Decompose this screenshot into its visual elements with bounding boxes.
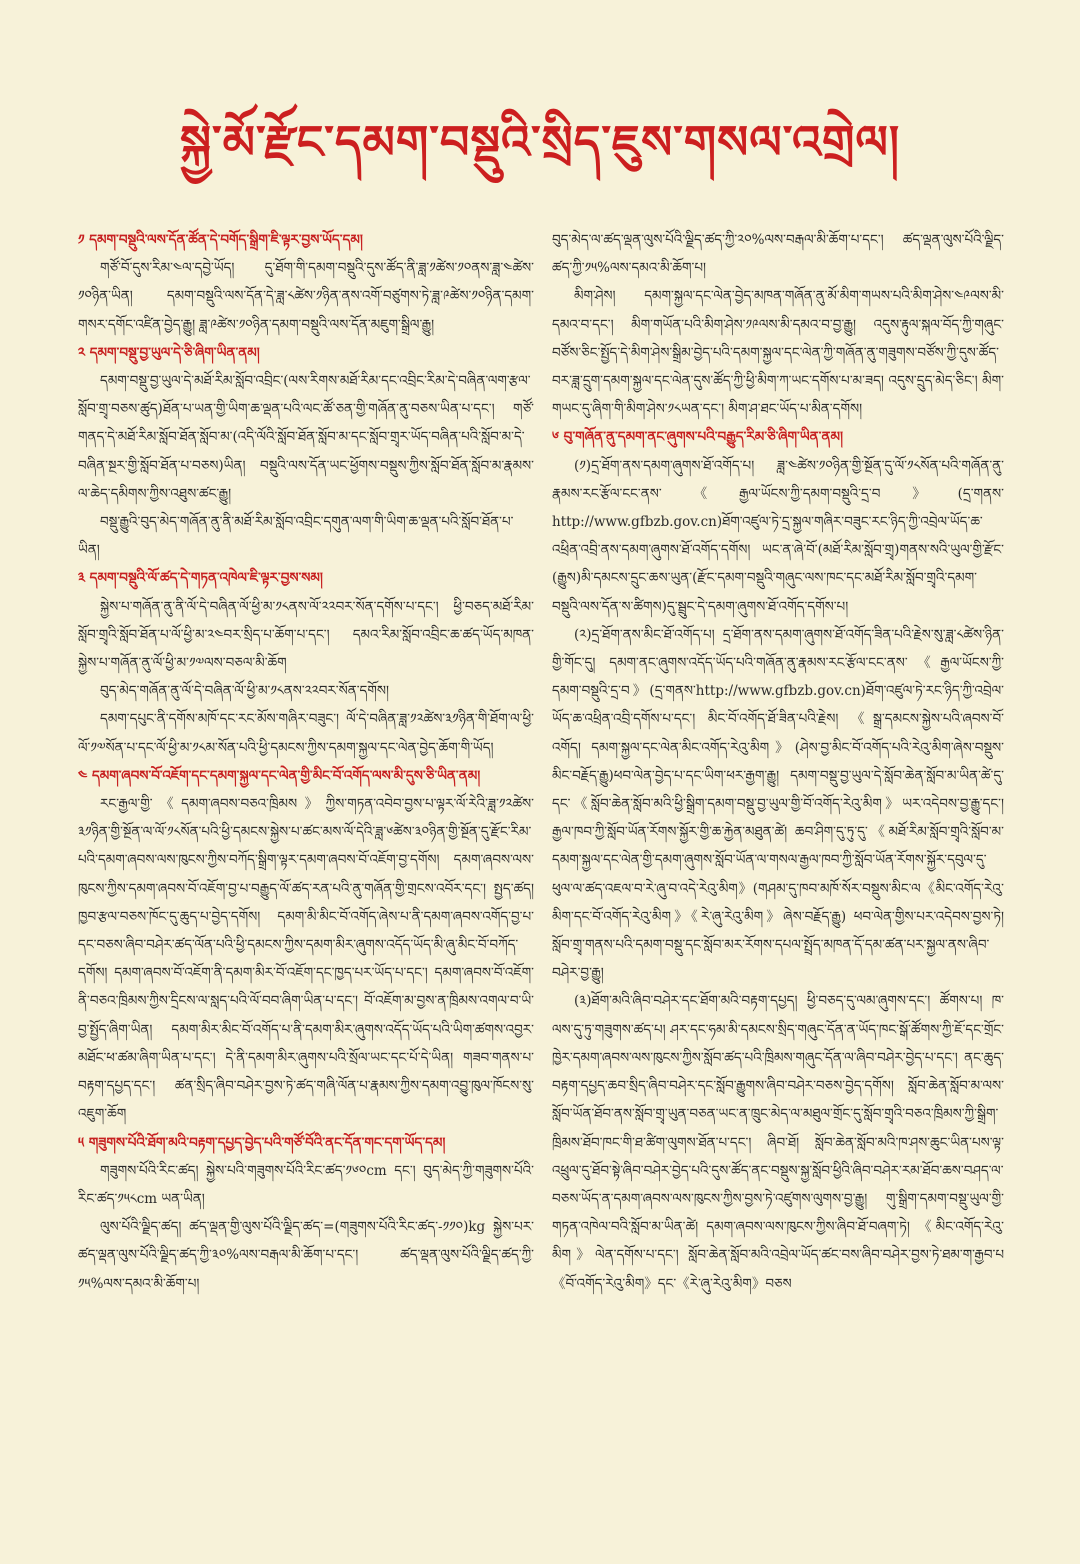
paragraph: གཟུགས་པོའི་རིང་ཚད། སྐྱེས་པའི་གཟུགས་པོའི་རིང་ཚད་༡༦༠cm དང་། བུད་མེད་ཀྱི་གཟུགས་པོའི་རིང་ཚད་༡༥༨cm ཡན་ཡིན། bbox=[78, 1162, 534, 1207]
paragraph: (༢)དྲ་ཐོག་ནས་མིང་ཐོ་འགོད་པ། དྲ་ཐོག་ནས་དམག་ཞུགས་ཐོ་འགོད་ཟིན་པའི་རྗེས་སུ་ཟླ་༨ཚེས་ཉིན་གྱི་གོང་དུ། དམག་ནང་ཞུགས་འདོད་ཡོད་པའི་གཞོན་ནུ་རྣམས་རང་རྩོལ་ངང་ནས་《རྒྱལ་ཡོངས་ཀྱི་དམག་བསྡུའི་དྲ་བ》(དྲ་གནས་http://www.gfbzb.gov.cn)ཐོག་འཛུལ་ཏེ་རང་ཉིད་ཀྱི་འབྲེལ་ཡོད་ཆ་འཕྲིན་འབྲི་དགོས་པ་དང་། མིང་བོ་འགོད་ཐོ་ཟིན་པའི་རྗེས། 《སྒྲ་དམངས་སྐྱེས་པའི་ཞབས་བོ་འགོད། དམག་སྐྱལ་དང་ལེན་མིང་འགོད་རེའུ་མིག》(ཤེས་བྱ་མིང་བོ་འགོད་པའི་རེའུ་མིག་ཞེས་བསྡུས་མིང་བརྗོད་རྒྱུ)ཕབ་ལེན་བྱེད་པ་དང་ཡིག་ཕར་རྒྱག་རྒྱུ། དམག་བསྡུ་བྱ་ཡུལ་དེ་སློབ་ཆེན་སློབ་མ་ཡིན་ཚེ་དུ་དང་《སློབ་ཆེན་སློབ་མའི་ཕྱི་སྒྲིག་དམག་བསྡུ་བྱ་ཡུལ་གྱི་བོ་འགོད་རེའུ་མིག》ཡར་འདེབས་བྱ་རྒྱུ་དང་། རྒྱལ་ཁབ་ཀྱི་སློབ་ཡོན་རོགས་སྐྱོར་གྱི་ཆ་རྐྱེན་མཐུན་ཚེ། ཆབ་ཤིག་དུ་ཏུ་དུ་《མཐོ་རིམ་སློབ་གྲྭའི་སློབ་མ་དམག་སྐྱལ་དང་ལེན་གྱི་དམག་ཞུགས་སློབ་ཡོན་ལ་གསལ་རྒྱལ་ཁབ་ཀྱི་སློབ་ཡོན་རོགས་སྐྱོར་དབུལ་དུ་ཕུལ་ལ་ཚད་འཇལ་བ་རེ་ཞུ་བ་འདེ་རེའུ་མིག》(གཤམ་དུ་ཁབ་མཁོ་སོར་བསྡུས་མིང་ལ《མིང་འགོད་རེའུ་མིག་དང་བོ་འགོད་རེའུ་མིག》《རེ་ཞུ་རེའུ་མིག》ཞེས་བརྗོད་རྒྱུ) ཕབ་ལེན་གྱིས་པར་འདེབས་བྱས་ཏེ། སློབ་གྲྭ་གནས་པའི་དམག་བསྡུ་དང་སློབ་མར་རོགས་དཔལ་སྤྲོད་མཁན་དོ་དམ་ཚན་པར་སྐྱལ་ནས་ཞིབ་བཤེར་བྱ་རྒྱུ། bbox=[552, 626, 1004, 982]
section-heading-5: ༥ གཟུགས་པོའི་ཐོག་མའི་བརྟག་དཔྱད་བྱེད་པའི་གཙོ་བོའི་ནང་དོན་གང་དག་ཡོད་དམ། bbox=[78, 1134, 446, 1151]
paragraph: ལུས་པོའི་ལྗིད་ཚད། ཚད་ལྡན་གྱི་ལུས་པོའི་ལྗིད་ཚད་=(གཟུགས་པོའི་རིང་ཚད་-༡༡༠)kg སྐྱེས་པར་ཚད་ལྡན་ལུས་པོའི་ལྗིད་ཚད་ཀྱི་༣༠%ལས་བརྒལ་མི་ཆོག་པ་དང་། ཚད་ལྡན་ལུས་པོའི་ལྗིད་ཚད་ཀྱི་༡༥%ལས་དམའ་མི་ཆོག་པ། bbox=[78, 1219, 534, 1292]
paragraph: དམག་དཔུང་ནི་དགོས་མཁོ་དང་རང་མོས་གཞིར་བཟུང་། ལོ་དེ་བཞིན་ཟླ་༡༢ཚེས་༣༡ཉིན་གི་ཐོག་ལ་ཕྱི་ལོ་༡༧སོན་པ་དང་ལོ་ཕྱི་མ་༡༨མ་སོན་པའི་ཕྱི་དམངས་ཀྱིས་དམག་སྐྱལ་དང་ལེན་བྱེད་ཆོག་གི་ཡོད། bbox=[78, 711, 534, 756]
section-heading-3: ༣ དམག་བསྡུའི་ལོ་ཚད་དེ་གཏན་འཁེལ་ཇི་ལྟར་བྱས་སམ། bbox=[78, 570, 323, 587]
paragraph: བུད་མེད་གཞོན་ནུ་ལོ་དེ་བཞིན་ལོ་ཕྱི་མ་༡༨ནས་༢༢བར་སོན་དགོས། bbox=[100, 683, 389, 700]
paragraph: སྐྱེས་པ་གཞོན་ནུ་ནི་ལོ་དེ་བཞིན་ལོ་ཕྱི་མ་༡༨ནས་ལོ་༢༢བར་སོན་དགོས་པ་དང་། ཕྱི་བཅད་མཐོ་རིམ་སློབ་གྲྭའི་སློབ་ཐོན་པ་ལོ་ཕྱི་མ་༢༤བར་སྲིད་པ་ཆོག་པ་དང་། དམའ་རིམ་སློབ་འབྲིང་ཆ་ཚད་ཡོད་མཁན་སྐྱེས་པ་གཞོན་ནུ་ལོ་ཕྱི་མ་༡༧ལས་བཅལ་མི་ཆོག bbox=[78, 598, 534, 672]
paragraph: དམག་བསྡུ་བྱ་ཡུལ་དེ་མཐོ་རིམ་སློབ་འབྲིང་(ལས་རིགས་མཐོ་རིམ་དང་འབྲིང་རིམ་དེ་བཞིན་ལག་རྩལ་སློབ་གྲྭ་བཅས་ཚུད)ཐོན་པ་ཡན་གྱི་ཡིག་ཆ་ལྡན་པའི་ལང་ཚོ་ཅན་གྱི་གཞོན་ནུ་བཅས་ཡིན་པ་དང་། གཙོ་གནད་དེ་མཐོ་རིམ་སློབ་ཐོན་སློབ་མ་(འདི་ལོའི་སློབ་ཐོན་སློབ་མ་དང་སློབ་གྲྭར་ཡོད་བཞིན་པའི་སློབ་མ་དེ་བཞིན་སྔར་གྱི་སློབ་ཐོན་པ་བཅས)ཡིན། བསྡུའི་ལས་དོན་ཡང་ཕྱོགས་བསྡུས་ཀྱིས་སློབ་ཐོན་སློབ་མ་རྣམས་ལ་ཆེད་དམིགས་ཀྱིས་འཐུས་ཚང་རྒྱུ། bbox=[78, 373, 534, 502]
paragraph: རང་རྒྱལ་གྱི་《དམག་ཞབས་བཅའ་ཁྲིམས》ཀྱིས་གཏན་འབེབ་བྱས་པ་ལྟར་ལོ་རེའི་ཟླ་༡༢ཚེས་༣༡ཉིན་གྱི་སྔོན་ལ་ལོ་༡༨སོན་པའི་ཕྱི་དམངས་སྐྱེས་པ་ཚང་མས་ལོ་དེའི་ཟླ་༦ཚེས་༣༠ཉིན་གྱི་སྔོན་དུ་རྫོང་རིམ་པའི་དམག་ཞབས་ལས་ཁུངས་ཀྱིས་བཀོད་སྒྲིག་ལྟར་དམག་ཞབས་བོ་འཇོག་བྱ་དགོས། དམག་ཞབས་ལས་ཁུངས་ཀྱིས་དམག་ཞབས་བོ་འཇོག་བྱ་པ་བརྒྱུད་ལོ་ཚད་རན་པའི་ནུ་གཞོན་གྱི་གྲངས་འབོར་དང་། སྤྱད་ཚད། ཁྱབ་རྩལ་བཅས་ཁོང་དུ་ཆུད་པ་བྱེད་དགོས། དམག་མི་མིང་བོ་འགོད་ཞེས་པ་ནི་དམག་ཞབས་འགོད་བྱ་པ་དང་བཅས་ཞིབ་བཤེར་ཚད་ལོན་པའི་ཕྱི་དམངས་ཀྱིས་དམག་མིར་ཞུགས་འདོད་ཡོད་མི་ཞུ་མིང་བོ་བཀོད་དགོས། དམག་ཞབས་བོ་འཇོག་ནི་དམག་མིར་བོ་འཇོག་དང་ཁྱད་པར་ཡོད་པ་དང་། དམག་ཞབས་བོ་འཇོག་ནི་བཅའ་ཁྲིམས་ཀྱིས་དྲིངས་ལ་སླད་པའི་ལོ་བབ་ཞིག་ཡིན་པ་དང་། བོ་འཇོག་མ་བྱས་ན་ཁྲིམས་འགལ་བ་ཡི་བྱ་སྤྱོད་ཞིག་ཡིན། དམག་མིར་མིང་བོ་འགོད་པ་ནི་དམག་མིར་ཞུགས་འདོད་ཡོད་པའི་ཡིག་ཚགས་འབྱར་མཐོང་ཕ་ཚམ་ཞིག་ཡིན་པ་དང་། དེ་ནི་དམག་མིར་ཞུགས་པའི་སྲོལ་ཡང་དང་པོ་དེ་ཡིན། གཟབ་གནས་པ་བརྟག་དཔྱད་དང་། ཚན་སྲིད་ཞིབ་བཤེར་བྱས་ཏེ་ཚད་གཞི་ལོན་པ་རྣམས་ཀྱིས་དམག་འབྱུ་ཁུལ་ཁོངས་སུ་འཇུག་ཆོག bbox=[78, 796, 534, 1123]
paragraph: (༡)དྲ་ཐོག་ནས་དམག་ཞུགས་ཐོ་འགོད་པ། ཟླ་༤ཚེས་༡༠ཉིན་གྱི་སྔོན་དུ་ལོ་༡༨སོན་པའི་གཞོན་ནུ་རྣམས་རང་རྩོལ་ངང་ནས་《རྒྱལ་ཡོངས་ཀྱི་དམག་བསྡུའི་དྲ་བ》(དྲ་གནས་http://www.gfbzb.gov.cn)ཐོག་འཛུལ་ཏེ་དྲ་སྐྱལ་གཞིར་བཟུང་རང་ཉིད་ཀྱི་འབྲེལ་ཡོད་ཆ་འཕྲིན་འབྲི་ནས་དམག་ཞུགས་ཐོ་འགོད་དགོས། ཡང་ན་ཞེ་བོ་(མཐོ་རིམ་སློབ་གྲྭ)གནས་སའི་ཡུལ་གྱི་རྫོང་(རྒྱུས)མི་དམངས་དྲུང་ཆས་ཡུན་(རྫོང་དམག་བསྡུའི་གཞུང་ལས་ཁང་དང་མཐོ་རིམ་སློབ་གྲྭའི་དམག་བསྡུའི་ལས་དོན་ས་ཚིགས)དུ་སྦྲུང་དེ་དམག་ཞུགས་ཐོ་འགོད་དགོས་པ། bbox=[552, 457, 1004, 615]
left-column bbox=[78, 226, 534, 1298]
section-heading-2: ༢ དམག་བསྡུ་བྱ་ཡུལ་དེ་ཅི་ཞིག་ཡིན་ནམ། bbox=[78, 344, 260, 361]
paragraph: (༣)ཐོག་མའི་ཞིབ་བཤེར་དང་ཐོག་མའི་བརྟག་དཔྱད། ཕྱི་བཅད་དུ་ལམ་ཞུགས་དང་། ཚོགས་པ། ཁ་ལས་དུ་ཏུ་གཟུགས་ཚད་པ། ཤར་དང་ཧམ་མི་དམངས་སྲིད་གཞུང་དོན་ན་ཡོད་ཁང་སྒོ་ཚོགས་ཀྱི་ཇོ་དང་གྲོང་ཁྱེར་དམག་ཞབས་ལས་ཁུངས་ཀྱིས་སློབ་ཚད་པའི་ཁྲིམས་གཞུང་དོན་ལ་ཞིབ་བཤེར་བྱེད་པ་དང་། ནང་ཆུད་བརྟག་དཔྱད་ཆབ་སྲིད་ཞིབ་བཤེར་དང་སློབ་རྒྱུགས་ཞིབ་བཤེར་བཅས་བྱེད་དགོས། སློབ་ཆེན་སློབ་མ་ལས་སློབ་ཡོན་ཐོབ་ནས་སློབ་གྲྭ་ཡུན་བཅན་ཡང་ན་ཁྲུང་མེད་ལ་མཐུལ་གྲོང་དུ་སློབ་གྲྭའི་བཅའ་ཁྲིམས་ཀྱི་སྒྲིག་ཁྲིམས་ཐོབ་ཁང་གི་ཐ་ཚིག་ལུགས་ཐོན་པ་དང་། ཞིབ་ཐོ། སློབ་ཆེན་སློབ་མའི་ཁ་ཤས་ཆུང་ཡིན་པས་ལྟ་འཕྲུལ་དུ་ཐོབ་སྟེ་ཞིབ་བཤེར་བྱེད་པའི་དུས་ཚོད་ནང་བསྡུས་སྐྱ་སློབ་ཕྱིའི་ཞིབ་བཤེར་རམ་ཐོབ་ཆས་བཤད་ལ་བཅས་ཡོད་ན་དམག་ཞབས་ལས་ཁུངས་ཀྱིས་བྱས་ཏེ་འཛུགས་ལུགས་བྱ་རྒྱུ། གུ་སྒྲིག་དམག་བསྡུ་ཡུལ་གྱི་གཏན་འཁེལ་བའི་སློབ་མ་ཡིན་ཚེ། དམག་ཞབས་ལས་ཁུངས་ཀྱིས་ཞིབ་ཐོ་བཞག་ཏེ། 《མིང་འགོད་རེའུ་མིག》ལེན་དགོས་པ་དང་། སློབ་ཆེན་སློབ་མའི་འབྲེལ་ཡོད་ཚང་བས་ཞིབ་བཤེར་བྱས་ཏེ་ཐམ་ག་རྒྱབ་པ《བོ་འགོད་རེའུ་མིག》དང་《རེ་ཞུ་རེའུ་མིག》བཅས bbox=[552, 993, 1004, 1292]
paragraph: མིག་ཤེས། དམག་སྐྱལ་དང་ལེན་བྱེད་མཁན་གཞོན་ནུ་མོ་མིག་གཡས་པའི་མིག་ཤེས་༤༩ལས་མི་དམའ་བ་དང་། མིག་གཡོན་པའི་མིག་ཤེས་༡༩ལས་མི་དམའ་བ་བྱ་རྒྱུ། འདུས་རྟུལ་སྐལ་བོད་ཀྱི་གཞུང་བཙོས་ཅིང་སྤྱོད་དེ་མིག་ཤེས་སྒྲིམ་བྱེད་པའི་དམག་སྐྱལ་དང་ལེན་ཀྱི་གཞོན་ནུ་གཟུགས་བཙོས་ཀྱི་དུས་ཚོད་བར་ཟླ་དྲུག་དམག་སྐྱལ་དང་ལེན་དུས་ཚོད་ཀྱི་ཕྱི་མིག་ཀ་ཡང་དགོས་པ་མ་ཟད། འདུས་དྲུད་མེད་ཅིང་། མིག་གཡང་དུ་ཞིག་གི་མིག་ཤེས་༡༨ཡན་དང་། མིག་ཤ་ཐང་ཡོད་པ་མིན་དགོས། bbox=[552, 288, 1004, 418]
section-heading-6: ༦ བུ་གཞོན་ནུ་དམག་ནང་ཞུགས་པའི་བརྒྱུད་རིམ་ཅི་ཞིག་ཡིན་ནམ། bbox=[552, 429, 843, 446]
paragraph: བུད་མེད་ལ་ཚད་ལྡན་ལུས་པོའི་ལྗིད་ཚད་ཀྱི་༢༠%ལས་བརྒལ་མི་ཆོག་པ་དང་། ཚད་ལྡན་ལུས་པོའི་ལྗིད་ཚད་ཀྱི་༡༥%ལས་དམའ་མི་ཆོག་པ། bbox=[552, 232, 1004, 277]
paragraph: གཙོ་བོ་དུས་རིམ་༤ལ་དབྱེ་ཡོད། དུ་ཐོག་གི་དམག་བསྡུའི་དུས་ཚོད་ནི་ཟླ་༡ཚེས་༡༠ནས་ཟླ་༤ཚེས་༡༠ཉིན་ཡིན། དམག་བསྡུའི་ལས་དོན་དེ་ཟླ་༨ཚེས་༡ཉིན་ནས་འགོ་བཙུགས་ཏེ་ཟླ་༩ཚེས་༡༠ཉིན་དམག་གསར་དགོང་འཛིན་བྱེད་རྒྱུ། ཟླ་༩ཚེས་༡༠ཉིན་དམག་བསྡུའི་ལས་དོན་མཇུག་སྒྲིལ་རྒྱུ། bbox=[78, 260, 534, 333]
section-heading-1: ༡ དམག་བསྡུའི་ལས་དོན་ཚོན་དེ་བགོད་སྒྲིག་ཇི་ལྟར་བྱས་ཡོད་དམ། bbox=[78, 232, 363, 248]
paragraph: བསྡུ་རྒྱུའི་བུད་མེད་གཞོན་ནུ་ནི་མཐོ་རིམ་སློབ་འབྲིང་དགུན་ལག་གི་ཡིག་ཆ་ལྡན་པའི་སློབ་ཐོན་པ་ཡིན། bbox=[78, 514, 514, 559]
right-column bbox=[552, 226, 1004, 1298]
page-title: སྐྱེ་མོ་རྫོང་དམག་བསྡུའི་སྲིད་ཇུས་གསལ་འགྲེལ། bbox=[179, 115, 901, 169]
section-heading-4: ༤ དམག་ཞབས་བོ་འཇོག་དང་དམག་སྐྱལ་དང་ལེན་གྱི་མིང་བོ་འགོད་ལས་མི་དུས་ཅི་ཡིན་ནམ། bbox=[78, 767, 481, 784]
